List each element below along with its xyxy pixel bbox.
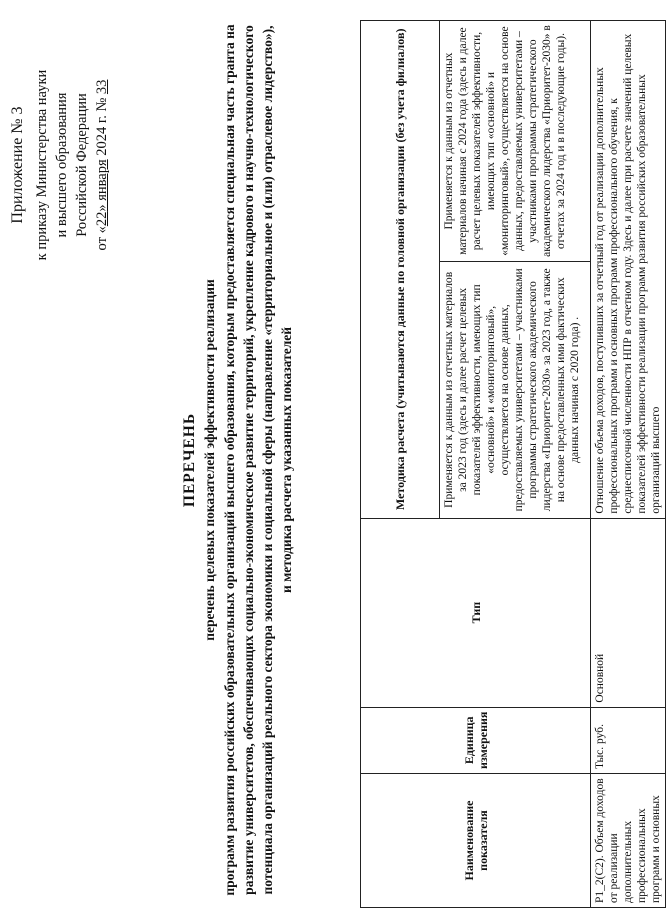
document-title: ПЕРЕЧЕНЬ	[181, 412, 198, 508]
document-description: программ развития российских образовательных организаций высшего образования, которым предоставляется специальная часть гранта на развитие университетов, обеспечивающих социально-экономическое развитие территорий, укрепление кадрового и научно-технологического потенциала организаций реального сектора экономики и социальной сферы (направление «территориальное и (или) отраслевое лидерство»), и методика расчета указанных показателей	[222, 24, 294, 896]
order-number: 33	[94, 79, 110, 95]
subheader-2023: Применяется к данным из отчетных материалов за 2023 год (здесь и далее расчет целевых показателей эффективности, имеющих тип «основной» и «мониторинговый», осуществляется на основе данных, предоставляемых университетами – участниками программы стратегического академического лидерства «Приоритет-2030» за 2023 год, а также на основе предоставленных ими фактических данных начиная с 2020 года) .	[440, 262, 591, 519]
row-unit: Тыс. руб.	[591, 707, 666, 773]
table-header-row	[361, 21, 440, 908]
date-month-tail: я	[94, 159, 110, 167]
appendix-line-3: Российской Федерации	[74, 93, 90, 237]
header-type: Тип	[361, 518, 591, 707]
table-row	[591, 21, 666, 908]
document-heading	[180, 20, 296, 900]
row-method: Отношение объема доходов, поступивших за отчетный год от реализации дополнительных профессиональных программ и основных программ профессионального обучения, к среднесписочной численности НПР в отчетном году. Здесь и далее при расчете значений целевых показателей эффективности реализации программ развития российских образовательных организаций высшего	[591, 21, 666, 519]
appendix-block	[8, 40, 112, 290]
appendix-line-1: к приказу Министерства науки	[34, 69, 50, 261]
header-name: Наименование показателя	[361, 774, 591, 908]
header-unit: Единица измерения	[361, 707, 591, 773]
date-year: 2024 г. №	[94, 97, 110, 156]
date-day: 22	[94, 211, 110, 227]
appendix-number: Приложение № 3	[9, 106, 26, 224]
indicators-table	[360, 20, 666, 908]
row-name: P1_2(C2). Объем доходов от реализации дополнительных профессиональных программ и основных	[591, 774, 666, 908]
document-subtitle: перечень целевых показателей эффективности реализации	[202, 279, 217, 641]
appendix-date	[92, 40, 112, 290]
date-month: » январ	[94, 166, 110, 212]
row-type: Основной	[591, 518, 666, 707]
appendix-line-2: и высшего образования	[54, 92, 70, 238]
date-prefix: от «	[94, 226, 110, 251]
header-method: Методика расчета (учитываются данные по головной организации (без учета филиалов)	[361, 21, 440, 519]
subheader-2024: Применяется к данным из отчетных материалов начиная с 2024 года (здесь и далее расчет целевых показателей эффективности, имеющих тип «основной» и «мониторинговый», осуществляется на основе данных, предоставляемых университетами – участниками программы стратегического академического лидерства «Приоритет-2030» в отчетах за 2024 год и в последующие годы).	[440, 21, 591, 262]
